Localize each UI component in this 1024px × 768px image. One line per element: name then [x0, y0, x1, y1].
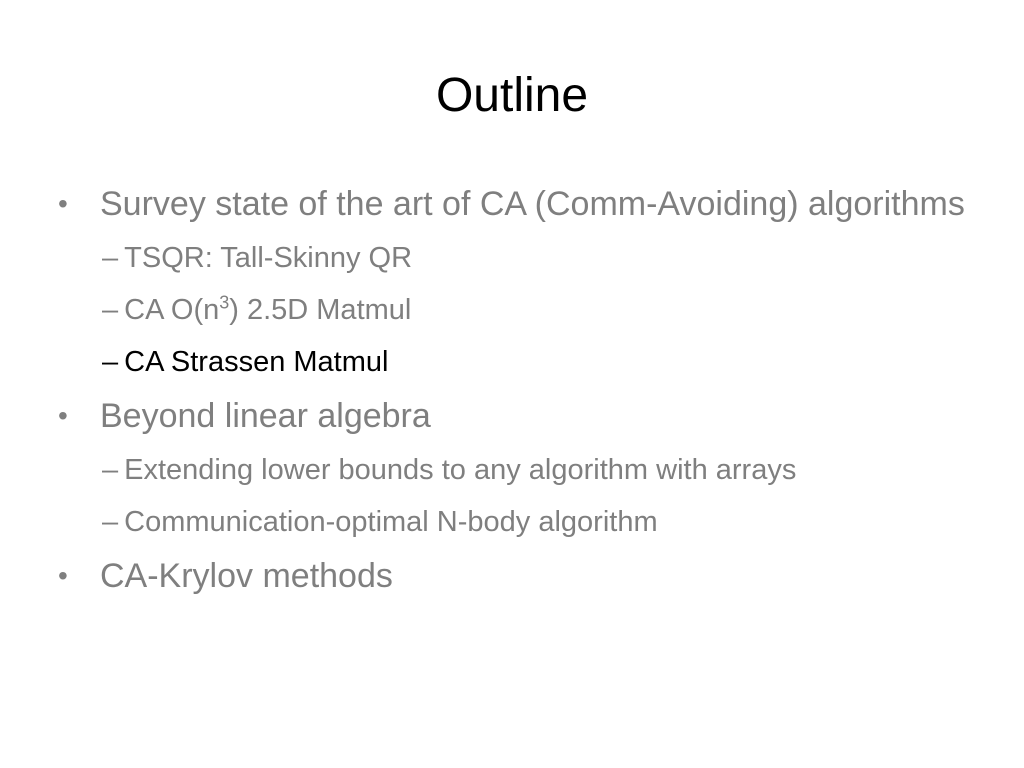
dash-icon: – — [102, 506, 119, 538]
sub-item-25d-matmul — [100, 284, 1006, 336]
sub-item-tsqr — [100, 232, 1006, 284]
sub-item-text-after: ) 2.5D Matmul — [229, 294, 412, 326]
dash-icon: – — [102, 454, 119, 486]
dash-icon: – — [102, 294, 119, 326]
slide-title: Outline — [435, 69, 589, 122]
dash-icon: – — [102, 346, 119, 378]
bullet-icon: • — [58, 188, 68, 219]
sub-item-text: Extending lower bounds to any algorithm with arrays — [124, 454, 797, 486]
bullet-icon: • — [58, 400, 68, 431]
bullet-icon: • — [58, 560, 68, 591]
outline-list — [56, 180, 1006, 604]
sub-item-strassen — [100, 336, 1006, 388]
bullet-text: Survey state of the art of CA (Comm-Avoiding) algorithms — [100, 185, 965, 223]
sub-list — [100, 444, 1006, 548]
sub-item-text: TSQR: Tall-Skinny QR — [124, 242, 413, 274]
superscript: 3 — [219, 292, 230, 313]
bullet-item-ca-krylov — [56, 552, 1006, 600]
bullet-item-beyond-linear-algebra — [56, 392, 1006, 548]
sub-item-n-body — [100, 496, 1006, 548]
sub-item-text: Communication-optimal N-body algorithm — [124, 506, 658, 538]
bullet-text: Beyond linear algebra — [100, 397, 431, 435]
sub-item-lower-bounds — [100, 444, 1006, 496]
bullet-text: CA-Krylov methods — [100, 557, 393, 595]
sub-list — [100, 232, 1006, 388]
dash-icon: – — [102, 242, 119, 274]
sub-item-text: CA Strassen Matmul — [124, 346, 389, 378]
sub-item-text-before: CA O(n — [124, 294, 220, 326]
bullet-item-survey — [56, 180, 1006, 388]
